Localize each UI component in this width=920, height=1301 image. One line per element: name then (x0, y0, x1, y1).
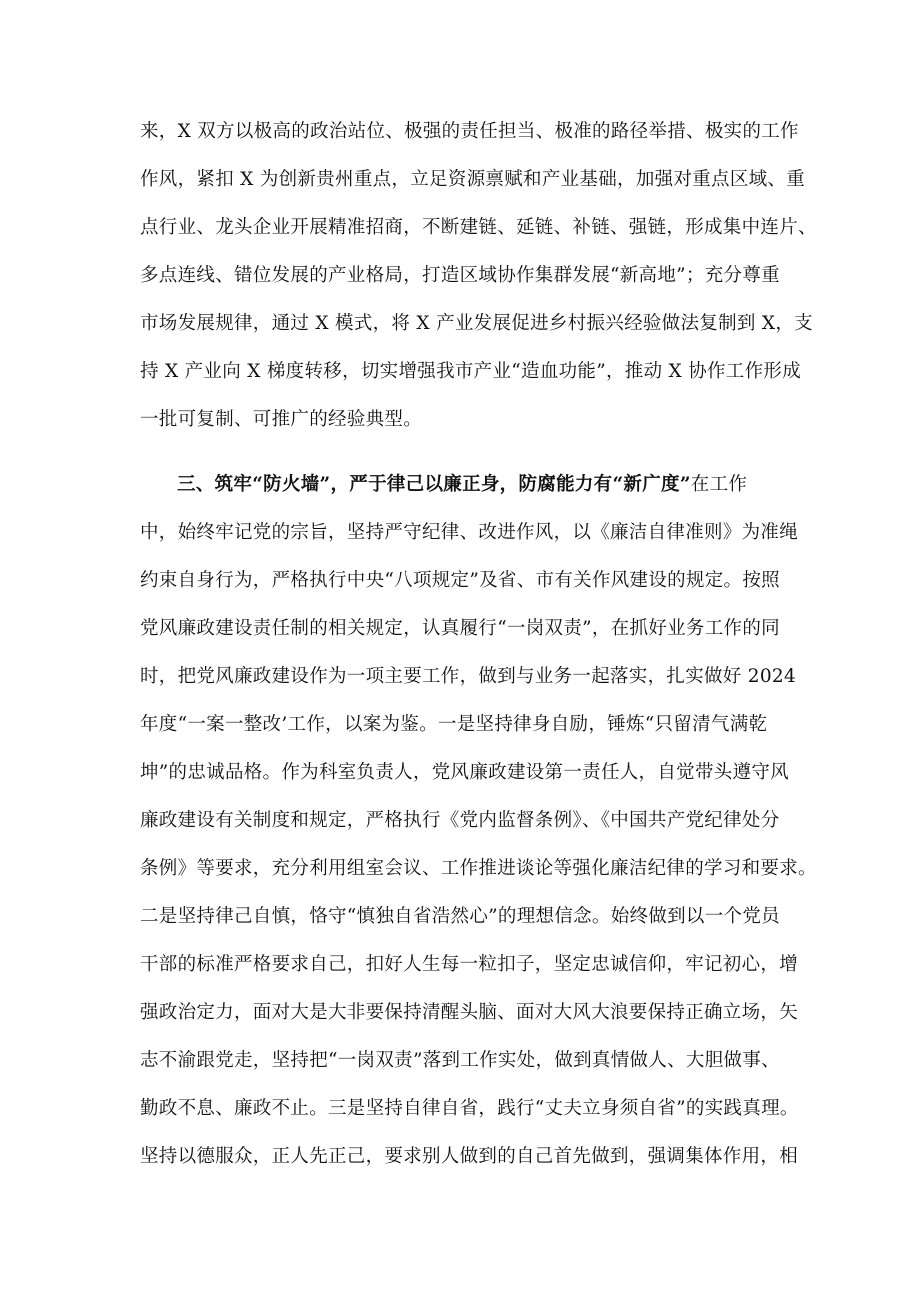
text-line: 作风，紧扣 X 为创新贵州重点，立足资源禀赋和产业基础，加强对重点区域、重 (140, 169, 806, 190)
text-line: 干部的标准严格要求自己，扣好人生每一粒扣子，坚定忠诚信仰，牢记初心，增 (140, 954, 799, 975)
text-line: 坤”的忠诚品格。作为科室负责人，党风廉政建设第一责任人，自觉带头遵守风 (140, 762, 789, 783)
text-line: 来，X 双方以极高的政治站位、极强的责任担当、极准的路径举措、极实的工作 (140, 121, 799, 142)
text-line: 党风廉政建设责任制的相关规定，认真履行“一岗双责”，在抓好业务工作的同 (140, 618, 780, 639)
text-line: 市场发展规律，通过 X 模式，将 X 产业发展促进乡村振兴经验做法复制到 X，支 (140, 313, 813, 334)
section-heading: 三、筑牢“防火墙”，严于律己以廉正身，防腐能力有“新广度” (177, 474, 691, 495)
text-line: 廉政建设有关制度和规定，严格执行《党内监督条例》、《中国共产党纪律处分 (140, 810, 780, 831)
text-line: 一批可复制、可推广的经验典型。 (140, 409, 423, 430)
text-line: 持 X 产业向 X 梯度转移，切实增强我市产业“造血功能”，推动 X 协作工作形成 (140, 361, 802, 382)
text-line: 强政治定力，面对大是大非要保持清醒头脑、面对大风大浪要保持正确立场，矢 (140, 1002, 799, 1023)
text-line: 坚持以德服众，正人先正己，要求别人做到的自己首先做到，强调集体作用，相 (140, 1146, 799, 1167)
text-line: 中，始终牢记党的宗旨，坚持严守纪律、改进作风，以《廉洁自律准则》为准绳 (140, 522, 799, 543)
section-heading-line (177, 473, 747, 497)
text-line: 年度“一案一整改’工作，以案为鉴。一是坚持律身自励，锤炼“只留清气满乾 (140, 714, 768, 735)
text-line: 志不渝跟党走，坚持把“一岗双责”落到工作实处，做到真情做人、大胆做事、 (140, 1050, 780, 1071)
text-line: 勤政不息、廉政不止。三是坚持自律自省，践行“丈夫立身须自省”的实践真理。 (140, 1098, 799, 1119)
text-line: 点行业、龙头企业开展精准招商，不断建链、延链、补链、强链，形成集中连片、 (140, 217, 817, 238)
heading-tail-text: 在工作 (690, 474, 748, 495)
text-line: 时，把党风廉政建设作为一项主要工作，做到与业务一起落实，扎实做好 2024 (140, 666, 797, 687)
text-line: 约束自身行为，严格执行中央“八项规定”及省、市有关作风建设的规定。按照 (140, 570, 780, 591)
text-line: 二是坚持律己自慎，恪守“慎独自省浩然心”的理想信念。始终做到以一个党员 (140, 906, 780, 927)
text-line: 多点连线、错位发展的产业格局，打造区域协作集群发展“新高地”；充分尊重 (140, 265, 780, 286)
text-line: 条例》等要求，充分利用组室会议、工作推进谈论等强化廉洁纪律的学习和要求。 (140, 858, 817, 879)
